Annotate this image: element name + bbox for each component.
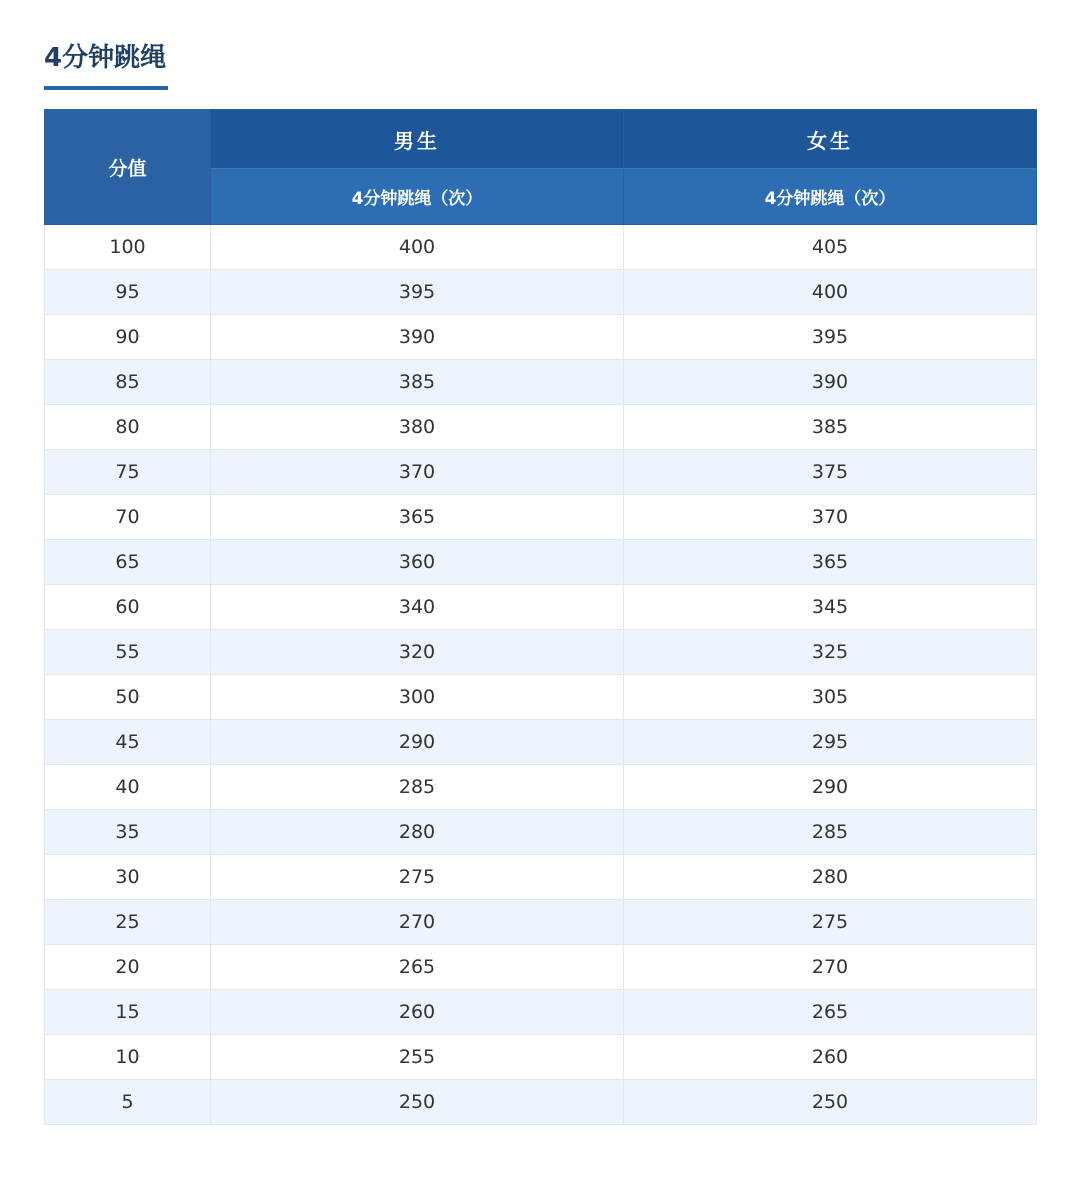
female-count-cell: 365	[624, 540, 1037, 585]
score-table	[44, 109, 1037, 1125]
male-count-cell: 370	[211, 450, 624, 495]
male-count-cell: 380	[211, 405, 624, 450]
score-cell: 35	[45, 810, 211, 855]
table-row	[45, 810, 1037, 855]
table-row	[45, 405, 1037, 450]
score-cell: 90	[45, 315, 211, 360]
score-cell: 60	[45, 585, 211, 630]
female-count-cell: 405	[624, 225, 1037, 270]
table-row	[45, 945, 1037, 990]
table-row	[45, 495, 1037, 540]
female-count-cell: 345	[624, 585, 1037, 630]
table-body	[45, 225, 1037, 1125]
female-count-cell: 390	[624, 360, 1037, 405]
male-count-cell: 300	[211, 675, 624, 720]
male-group-header: 男生	[211, 110, 624, 169]
male-count-cell: 390	[211, 315, 624, 360]
table-row	[45, 630, 1037, 675]
score-cell: 5	[45, 1080, 211, 1125]
table-row	[45, 585, 1037, 630]
male-count-cell: 385	[211, 360, 624, 405]
page-title: 4分钟跳绳	[44, 43, 167, 73]
male-count-cell: 275	[211, 855, 624, 900]
table-row	[45, 675, 1037, 720]
score-cell: 40	[45, 765, 211, 810]
table-row	[45, 720, 1037, 765]
female-count-cell: 275	[624, 900, 1037, 945]
female-count-cell: 325	[624, 630, 1037, 675]
score-column-header: 分值	[45, 110, 211, 225]
female-count-cell: 290	[624, 765, 1037, 810]
male-count-cell: 270	[211, 900, 624, 945]
male-count-cell: 260	[211, 990, 624, 1035]
table-row	[45, 855, 1037, 900]
male-count-cell: 365	[211, 495, 624, 540]
male-count-cell: 255	[211, 1035, 624, 1080]
score-cell: 25	[45, 900, 211, 945]
male-count-cell: 265	[211, 945, 624, 990]
female-group-header: 女生	[624, 110, 1037, 169]
female-count-cell: 265	[624, 990, 1037, 1035]
table-row	[45, 1035, 1037, 1080]
score-cell: 70	[45, 495, 211, 540]
score-cell: 80	[45, 405, 211, 450]
male-count-header: 4分钟跳绳（次）	[211, 169, 624, 225]
score-cell: 10	[45, 1035, 211, 1080]
table-row	[45, 990, 1037, 1035]
score-cell: 55	[45, 630, 211, 675]
male-count-cell: 320	[211, 630, 624, 675]
score-cell: 15	[45, 990, 211, 1035]
female-count-cell: 280	[624, 855, 1037, 900]
score-cell: 85	[45, 360, 211, 405]
female-count-cell: 295	[624, 720, 1037, 765]
table-row	[45, 360, 1037, 405]
male-count-cell: 360	[211, 540, 624, 585]
female-count-cell: 395	[624, 315, 1037, 360]
title-underline	[44, 86, 168, 90]
female-count-cell: 385	[624, 405, 1037, 450]
female-count-header: 4分钟跳绳（次）	[624, 169, 1037, 225]
score-cell: 50	[45, 675, 211, 720]
female-count-cell: 305	[624, 675, 1037, 720]
female-count-cell: 270	[624, 945, 1037, 990]
female-count-cell: 375	[624, 450, 1037, 495]
table-header	[45, 110, 1037, 225]
male-count-cell: 285	[211, 765, 624, 810]
score-cell: 75	[45, 450, 211, 495]
score-cell: 65	[45, 540, 211, 585]
female-count-cell: 260	[624, 1035, 1037, 1080]
male-count-cell: 395	[211, 270, 624, 315]
table-row	[45, 225, 1037, 270]
score-cell: 100	[45, 225, 211, 270]
score-cell: 45	[45, 720, 211, 765]
male-count-cell: 280	[211, 810, 624, 855]
male-count-cell: 250	[211, 1080, 624, 1125]
table-row	[45, 900, 1037, 945]
male-count-cell: 340	[211, 585, 624, 630]
table-row	[45, 765, 1037, 810]
score-cell: 30	[45, 855, 211, 900]
female-count-cell: 285	[624, 810, 1037, 855]
male-count-cell: 400	[211, 225, 624, 270]
male-count-cell: 290	[211, 720, 624, 765]
table-row	[45, 450, 1037, 495]
score-cell: 95	[45, 270, 211, 315]
female-count-cell: 370	[624, 495, 1037, 540]
table-row	[45, 315, 1037, 360]
table-row	[45, 540, 1037, 585]
table-row	[45, 270, 1037, 315]
female-count-cell: 250	[624, 1080, 1037, 1125]
table-row	[45, 1080, 1037, 1125]
female-count-cell: 400	[624, 270, 1037, 315]
score-cell: 20	[45, 945, 211, 990]
